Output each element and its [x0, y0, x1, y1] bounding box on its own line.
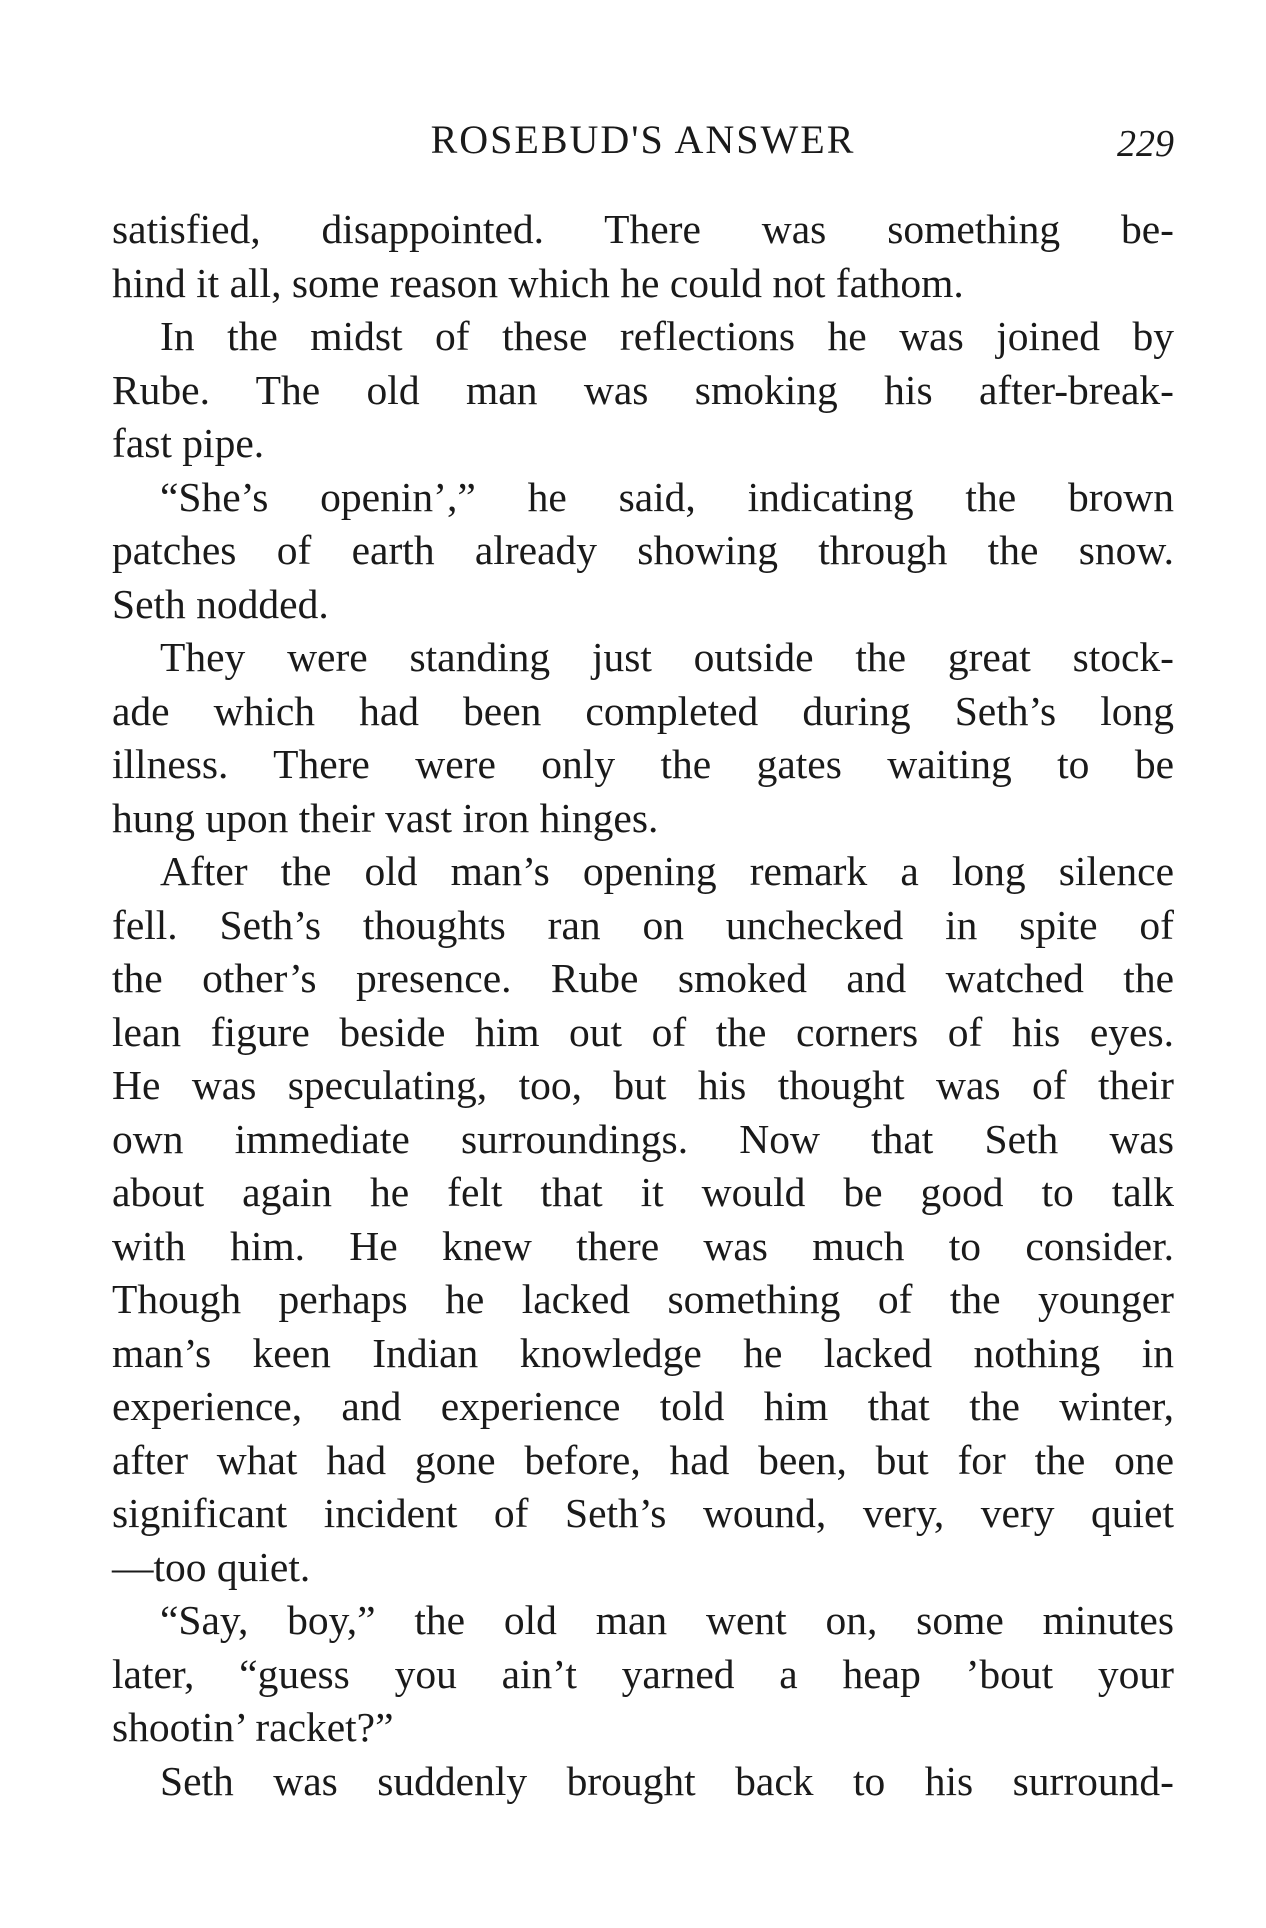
text-line: He was speculating, too, but his thought was of their	[112, 1062, 1174, 1108]
text-line: After the old man’s opening remark a long silence	[160, 848, 1174, 894]
text-line: about again he felt that it would be good to talk	[112, 1169, 1174, 1215]
text-line: Seth nodded.	[112, 580, 329, 627]
text-line: Though perhaps he lacked something of the younger	[112, 1276, 1174, 1322]
text-line: patches of earth already showing through the snow.	[112, 527, 1174, 573]
text-line: “Say, boy,” the old man went on, some minutes	[160, 1597, 1174, 1643]
text-line: illness. There were only the gates waiting to be	[112, 741, 1174, 787]
running-head	[112, 110, 1174, 170]
text-line: the other’s presence. Rube smoked and watched the	[112, 955, 1174, 1001]
text-line: significant incident of Seth’s wound, very, very quiet	[112, 1490, 1174, 1536]
text-line: hind it all, some reason which he could not fathom.	[112, 259, 964, 306]
text-line: Rube. The old man was smoking his after-break-	[112, 366, 1174, 413]
text-line: fell. Seth’s thoughts ran on unchecked in spite of	[112, 901, 1174, 948]
text-line: “She’s openin’,” he said, indicating the brown	[160, 473, 1174, 520]
page-number: 229	[1117, 123, 1174, 165]
text-line: with him. He knew there was much to consider.	[112, 1222, 1174, 1269]
running-title: ROSEBUD'S ANSWER	[430, 117, 856, 162]
text-line: later, “guess you ain’t yarned a heap ’bout your	[112, 1650, 1174, 1697]
text-line: Seth was suddenly brought back to his surround-	[160, 1757, 1174, 1804]
text-line: hung upon their vast iron hinges.	[112, 794, 659, 841]
text-line: satisfied, disappointed. There was something be-	[112, 206, 1174, 252]
text-line: —too quiet.	[112, 1543, 311, 1590]
text-line: lean figure beside him out of the corners of his eyes.	[112, 1008, 1174, 1055]
text-line: man’s keen Indian knowledge he lacked nothing in	[112, 1329, 1174, 1376]
text-line: ade which had been completed during Seth’s long	[112, 687, 1174, 734]
text-line: after what had gone before, had been, but for the one	[112, 1436, 1174, 1483]
text-line: They were standing just outside the great stock-	[160, 634, 1174, 680]
text-line: shootin’ racket?”	[112, 1704, 394, 1750]
body-text	[112, 203, 1174, 1808]
text-line: experience, and experience told him that the winter,	[112, 1383, 1174, 1429]
text-line: own immediate surroundings. Now that Seth was	[112, 1115, 1174, 1162]
text-line: In the midst of these reflections he was joined by	[160, 313, 1174, 359]
text-line: fast pipe.	[112, 420, 265, 466]
